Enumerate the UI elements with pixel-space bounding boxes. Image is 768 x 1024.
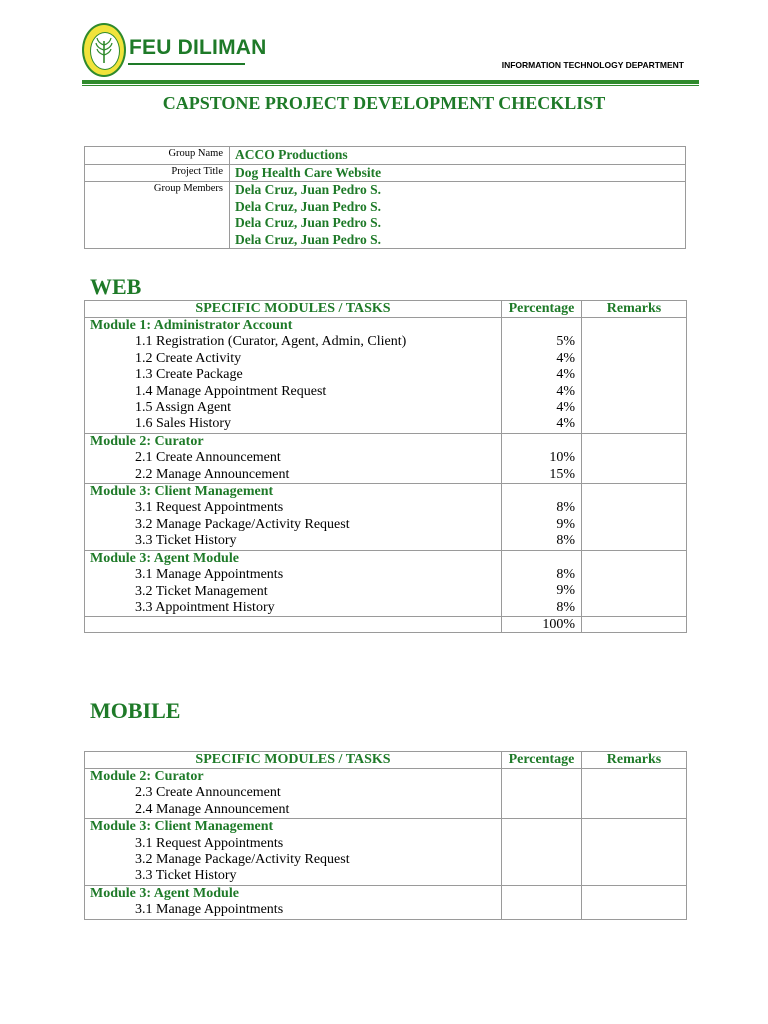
task-item: 2.4 Manage Announcement — [135, 801, 290, 817]
task-percentage: 4% — [556, 399, 575, 415]
module-row — [85, 885, 687, 919]
module-name: Module 2: Curator — [90, 769, 204, 784]
department-name: INFORMATION TECHNOLOGY DEPARTMENT — [501, 60, 684, 70]
module-row — [85, 484, 687, 551]
total-percentage: 100% — [502, 617, 582, 633]
module-percentage-cell — [502, 484, 582, 551]
task-percentage: 9% — [556, 516, 575, 532]
group-name-row — [85, 147, 686, 165]
module-name: Module 2: Curator — [90, 433, 204, 449]
remarks-cell — [582, 550, 687, 617]
module-tasks-cell — [85, 484, 502, 551]
group-members-label: Group Members — [85, 182, 230, 249]
module-percentage-cell — [502, 819, 582, 886]
module-row — [85, 819, 687, 886]
module-row — [85, 433, 687, 483]
module-percentage-cell — [502, 769, 582, 819]
task-percentage: 8% — [556, 567, 575, 583]
task-percentage: 8% — [556, 500, 575, 516]
tamaraw-plant-icon — [93, 35, 115, 65]
page-header — [0, 0, 768, 90]
task-item: 3.3 Appointment History — [135, 599, 275, 615]
brand-underline — [128, 63, 245, 65]
remarks-cell — [582, 885, 687, 919]
task-item: 3.3 Ticket History — [135, 868, 237, 884]
task-percentage: 8% — [556, 533, 575, 549]
table-header-row — [85, 301, 687, 318]
remarks-cell — [582, 318, 687, 434]
project-title-row — [85, 164, 686, 182]
task-item: 3.2 Ticket Management — [135, 583, 268, 599]
task-item: 2.3 Create Announcement — [135, 785, 281, 801]
module-percentage-cell — [502, 433, 582, 483]
module-tasks-cell — [85, 318, 502, 434]
module-name: Module 3: Agent Module — [90, 550, 239, 566]
task-percentage: 5% — [556, 334, 575, 350]
column-header-remarks: Remarks — [582, 752, 687, 769]
module-percentage-cell — [502, 550, 582, 617]
task-percentage: 15% — [549, 466, 575, 482]
group-members-row — [85, 182, 686, 249]
task-item: 3.2 Manage Package/Activity Request — [135, 516, 350, 532]
task-percentage: 4% — [556, 350, 575, 366]
module-name: Module 3: Client Management — [90, 819, 274, 835]
document-title: CAPSTONE PROJECT DEVELOPMENT CHECKLIST — [162, 93, 606, 113]
remarks-cell — [582, 484, 687, 551]
task-item: 3.1 Request Appointments — [135, 835, 284, 851]
web-section-title: WEB — [90, 274, 142, 299]
task-item: 3.2 Manage Package/Activity Request — [135, 852, 350, 868]
task-percentage: 8% — [556, 599, 575, 615]
module-percentage-cell — [502, 318, 582, 434]
task-item: 2.2 Manage Announcement — [135, 466, 290, 482]
table-header-row — [85, 752, 687, 769]
module-percentage-cell — [502, 885, 582, 919]
module-tasks-cell — [85, 819, 502, 886]
group-members-list — [230, 182, 686, 249]
group-member: Dela Cruz, Juan Pedro S. — [235, 198, 382, 214]
task-item: 2.1 Create Announcement — [135, 450, 281, 466]
task-percentage: 10% — [549, 450, 575, 466]
group-name-value: ACCO Productions — [230, 147, 686, 165]
project-title-label: Project Title — [85, 164, 230, 182]
group-member: Dela Cruz, Juan Pedro S. — [235, 182, 382, 197]
group-info-table — [84, 146, 686, 249]
header-rule-thin — [82, 85, 699, 86]
mobile-section-title: MOBILE — [90, 698, 181, 723]
web-tasks-table — [84, 300, 687, 633]
task-percentage: 4% — [556, 383, 575, 399]
task-percentage: 4% — [556, 416, 575, 432]
column-header-percentage: Percentage — [502, 301, 582, 318]
task-item: 1.4 Manage Appointment Request — [135, 383, 327, 399]
total-label-cell — [85, 617, 502, 633]
task-item: 1.5 Assign Agent — [135, 400, 232, 416]
remarks-cell — [582, 819, 687, 886]
task-percentage: 9% — [556, 583, 575, 599]
module-row — [85, 769, 687, 819]
column-header-percentage: Percentage — [502, 752, 582, 769]
group-member: Dela Cruz, Juan Pedro S. — [235, 231, 382, 247]
module-name: Module 3: Client Management — [90, 484, 274, 500]
group-name-label: Group Name — [85, 147, 230, 165]
task-item: 3.1 Manage Appointments — [135, 902, 284, 918]
task-item: 1.2 Create Activity — [135, 350, 242, 366]
module-row — [85, 550, 687, 617]
task-percentage: 4% — [556, 367, 575, 383]
task-item: 3.1 Manage Appointments — [135, 567, 284, 583]
remarks-cell — [582, 617, 687, 633]
module-tasks-cell — [85, 550, 502, 617]
module-name: Module 3: Agent Module — [90, 885, 239, 901]
mobile-tasks-table — [84, 751, 687, 920]
module-tasks-cell — [85, 885, 502, 919]
project-title-value: Dog Health Care Website — [230, 164, 686, 182]
module-row — [85, 318, 687, 434]
task-item: 1.6 Sales History — [135, 416, 232, 432]
column-header-tasks: SPECIFIC MODULES / TASKS — [85, 752, 502, 769]
module-tasks-cell — [85, 433, 502, 483]
module-tasks-cell — [85, 769, 502, 819]
column-header-remarks: Remarks — [582, 301, 687, 318]
total-row — [85, 617, 687, 633]
task-item: 3.1 Request Appointments — [135, 500, 284, 516]
task-item: 1.3 Create Package — [135, 367, 243, 383]
task-item: 1.1 Registration (Curator, Agent, Admin, Client) — [135, 334, 407, 350]
remarks-cell — [582, 769, 687, 819]
task-item: 3.3 Ticket History — [135, 533, 237, 549]
brand-name: FEU DILIMAN — [129, 36, 267, 59]
module-name: Module 1: Administrator Account — [90, 318, 293, 333]
group-member: Dela Cruz, Juan Pedro S. — [235, 215, 382, 231]
university-seal-logo — [82, 23, 126, 77]
remarks-cell — [582, 433, 687, 483]
header-rule-thick — [82, 80, 699, 84]
column-header-tasks: SPECIFIC MODULES / TASKS — [85, 301, 502, 318]
